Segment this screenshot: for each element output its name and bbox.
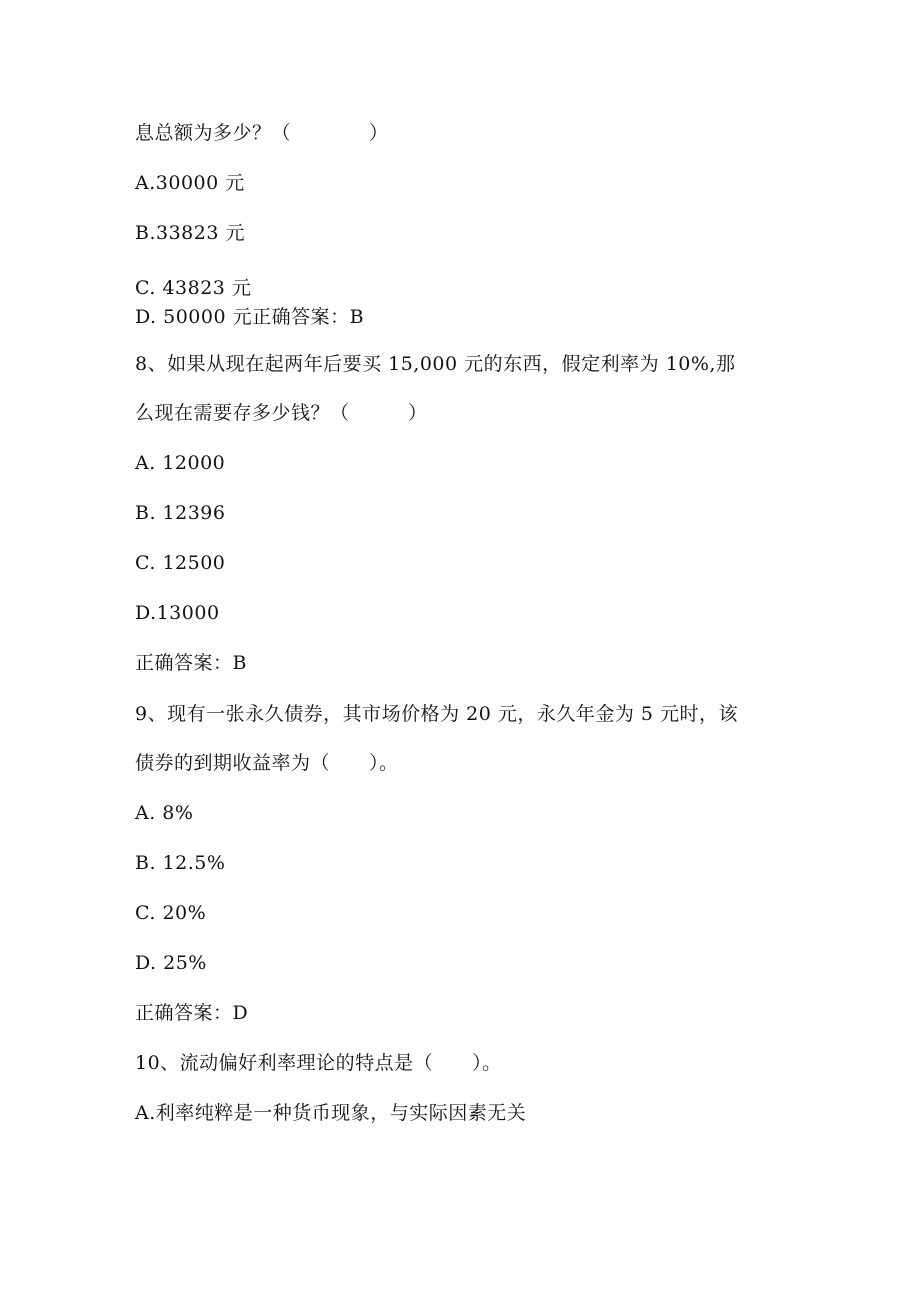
question-7-stem-continued: 息总额为多少？（ ）: [135, 122, 389, 144]
question-8-stem-continued: 么现在需要存多少钱？（ ）: [135, 402, 428, 424]
question-9-option-d: D. 25%: [135, 952, 207, 974]
question-7-option-b: B.33823 元: [135, 222, 245, 244]
question-8-option-d: D.13000: [135, 602, 220, 624]
question-9-stem-continued: 债券的到期收益率为（ ）。: [135, 752, 399, 774]
question-10-stem: 10、流动偏好利率理论的特点是（ ）。: [135, 1052, 502, 1074]
question-7-option-a: A.30000 元: [135, 172, 245, 194]
question-8-answer: 正确答案：B: [135, 652, 247, 674]
question-8-option-c: C. 12500: [135, 552, 226, 574]
question-9-answer: 正确答案：D: [135, 1002, 249, 1024]
question-9-option-a: A. 8%: [135, 802, 194, 824]
question-7-option-d-answer: D. 50000 元正确答案：B: [135, 306, 365, 328]
question-9-option-c: C. 20%: [135, 902, 207, 924]
question-9-stem: 9、现有一张永久债券，其市场价格为 20 元，永久年金为 5 元时，该: [135, 703, 739, 725]
question-8-stem: 8、如果从现在起两年后要买 15,000 元的东西，假定利率为 10%,那: [135, 353, 736, 375]
question-9-option-b: B. 12.5%: [135, 852, 226, 874]
question-10-option-a: A.利率纯粹是一种货币现象，与实际因素无关: [135, 1102, 527, 1124]
question-8-option-a: A. 12000: [135, 452, 226, 474]
question-7-option-c: C. 43823 元: [135, 277, 252, 299]
question-8-option-b: B. 12396: [135, 502, 226, 524]
